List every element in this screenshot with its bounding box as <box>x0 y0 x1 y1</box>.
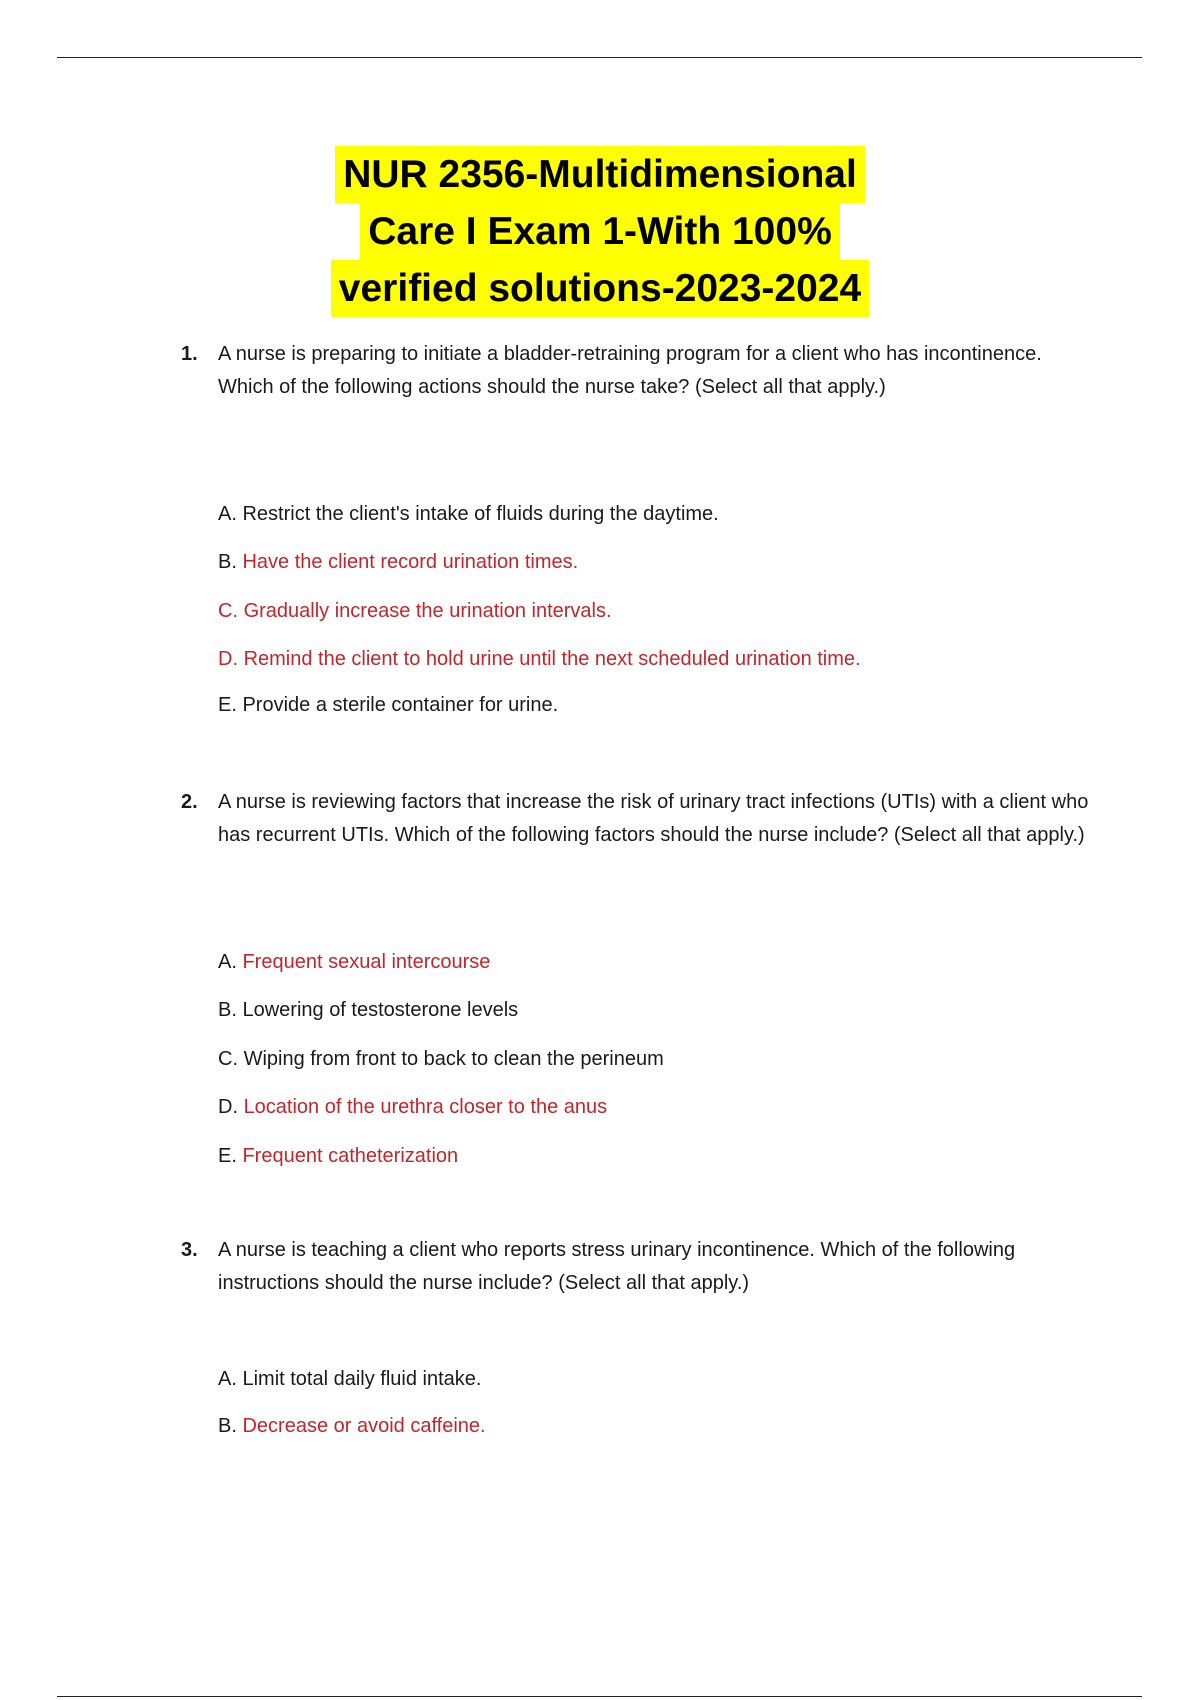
question-2 <box>181 786 1091 851</box>
option-letter: B. <box>218 1415 237 1437</box>
option-b <box>218 997 518 1023</box>
question-text: A nurse is reviewing factors that increase the risk of urinary tract infections (UTIs) with a client who has recurrent UTIs. Which of the following factors should the nurse include? (Select all that apply.) <box>218 791 1089 846</box>
option-letter: B. <box>218 551 237 573</box>
option-a <box>218 501 719 527</box>
option-b <box>218 1413 486 1439</box>
option-text-correct: Gradually increase the urination intervals. <box>243 600 612 622</box>
option-e <box>218 692 558 718</box>
option-text-correct: Frequent catheterization <box>242 1145 459 1167</box>
title-line-3: verified solutions-2023-2024 <box>331 260 869 317</box>
option-letter: E. <box>218 694 237 716</box>
option-letter: C. <box>218 600 238 622</box>
option-letter: A. <box>218 1368 237 1390</box>
option-d <box>218 646 861 672</box>
question-number: 2. <box>181 791 198 813</box>
question-text: A nurse is preparing to initiate a bladder-retraining program for a client who has incontinence. Which of the following actions should the nurse take? (Select all that apply.) <box>218 343 1042 398</box>
question-number: 3. <box>181 1239 198 1261</box>
option-c <box>218 598 612 624</box>
document-title <box>0 146 1200 317</box>
option-text: Provide a sterile container for urine. <box>242 694 559 716</box>
option-text-correct: Remind the client to hold urine until the next scheduled urination time. <box>243 648 861 670</box>
option-text: Lowering of testosterone levels <box>242 999 519 1021</box>
option-letter: E. <box>218 1145 237 1167</box>
title-line-2: Care I Exam 1-With 100% <box>360 203 840 260</box>
question-1 <box>181 338 1091 403</box>
footer-rule <box>57 1696 1142 1697</box>
option-d <box>218 1094 607 1120</box>
option-letter: D. <box>218 1096 238 1118</box>
option-b <box>218 549 578 575</box>
option-letter: D. <box>218 648 238 670</box>
title-line-1: NUR 2356-Multidimensional <box>335 146 865 203</box>
option-letter: C. <box>218 1048 238 1070</box>
option-text-correct: Decrease or avoid caffeine. <box>242 1415 486 1437</box>
option-text: Restrict the client's intake of fluids during the daytime. <box>242 503 719 525</box>
question-3 <box>181 1234 1091 1299</box>
option-text: Wiping from front to back to clean the perineum <box>243 1048 664 1070</box>
question-number: 1. <box>181 343 198 365</box>
option-c <box>218 1046 664 1072</box>
option-e <box>218 1143 458 1169</box>
option-letter: A. <box>218 503 237 525</box>
header-rule <box>57 57 1142 58</box>
option-letter: B. <box>218 999 237 1021</box>
option-text-correct: Have the client record urination times. <box>242 551 579 573</box>
option-text: Limit total daily fluid intake. <box>242 1368 482 1390</box>
option-letter: A. <box>218 951 237 973</box>
option-a <box>218 949 490 975</box>
option-a <box>218 1366 481 1392</box>
option-text-correct: Location of the urethra closer to the anus <box>243 1096 608 1118</box>
question-text: A nurse is teaching a client who reports stress urinary incontinence. Which of the following instructions should the nurse include? (Select all that apply.) <box>218 1239 1016 1294</box>
option-text-correct: Frequent sexual intercourse <box>242 951 491 973</box>
